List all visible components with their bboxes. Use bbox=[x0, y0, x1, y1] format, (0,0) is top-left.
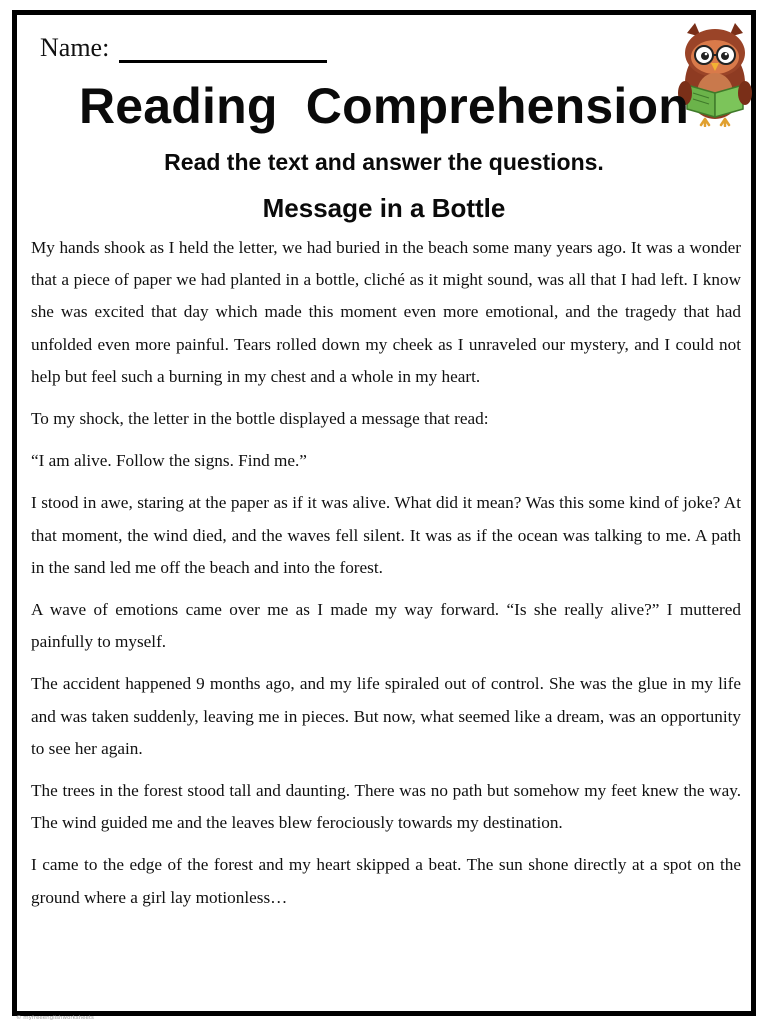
name-blank-line[interactable] bbox=[119, 38, 327, 63]
name-field bbox=[40, 33, 327, 63]
passage-paragraph: I came to the edge of the forest and my heart skipped a beat. The sun shone directly at a spot on the ground where a girl lay motionless… bbox=[31, 855, 741, 907]
worksheet-page bbox=[12, 10, 756, 1016]
passage-paragraph: To my shock, the letter in the bottle displayed a message that read: bbox=[31, 409, 489, 429]
passage-paragraph: I stood in awe, staring at the paper as if it was alive. What did it mean? Was this some kind of joke? At that moment, the wind died, and the waves fell silent. It was as if the ocean was talking to me. A path in the sand led me off the beach and into the forest. bbox=[31, 493, 741, 577]
passage-paragraph: “I am alive. Follow the signs. Find me.” bbox=[31, 451, 307, 471]
passage-paragraph: The accident happened 9 months ago, and my life spiraled out of control. She was the glue in my life and was taken suddenly, leaving me in pieces. But now, what seemed like a dream, was an opportunity to see her again. bbox=[31, 674, 741, 758]
passage-paragraph: My hands shook as I held the letter, we had buried in the beach some many years ago. It was a wonder that a piece of paper we had planted in a bottle, cliché as it might sound, was all that I had left. I know she was excited that day which made this moment even more emotional, and the tragedy that had unfolded even more painful. Tears rolled down my cheek as I unraveled our mystery, and I could not help but feel such a burning in my chest and a whole in my heart. bbox=[31, 238, 741, 386]
copyright-footer: © myfreeenglishworksheets bbox=[16, 1015, 94, 1021]
passage-paragraph: The trees in the forest stood tall and daunting. There was no path but somehow my feet knew the way. The wind guided me and the leaves blew ferociously towards my destination. bbox=[31, 781, 741, 833]
reading-passage bbox=[31, 232, 741, 924]
instructions: Read the text and answer the questions. bbox=[164, 149, 604, 175]
story-title: Message in a Bottle bbox=[262, 193, 506, 223]
page-title: Reading Comprehension bbox=[78, 78, 689, 134]
passage-paragraph: A wave of emotions came over me as I made my way forward. “Is she really alive?” I muttered painfully to myself. bbox=[31, 600, 741, 652]
name-label: Name: bbox=[40, 33, 110, 62]
